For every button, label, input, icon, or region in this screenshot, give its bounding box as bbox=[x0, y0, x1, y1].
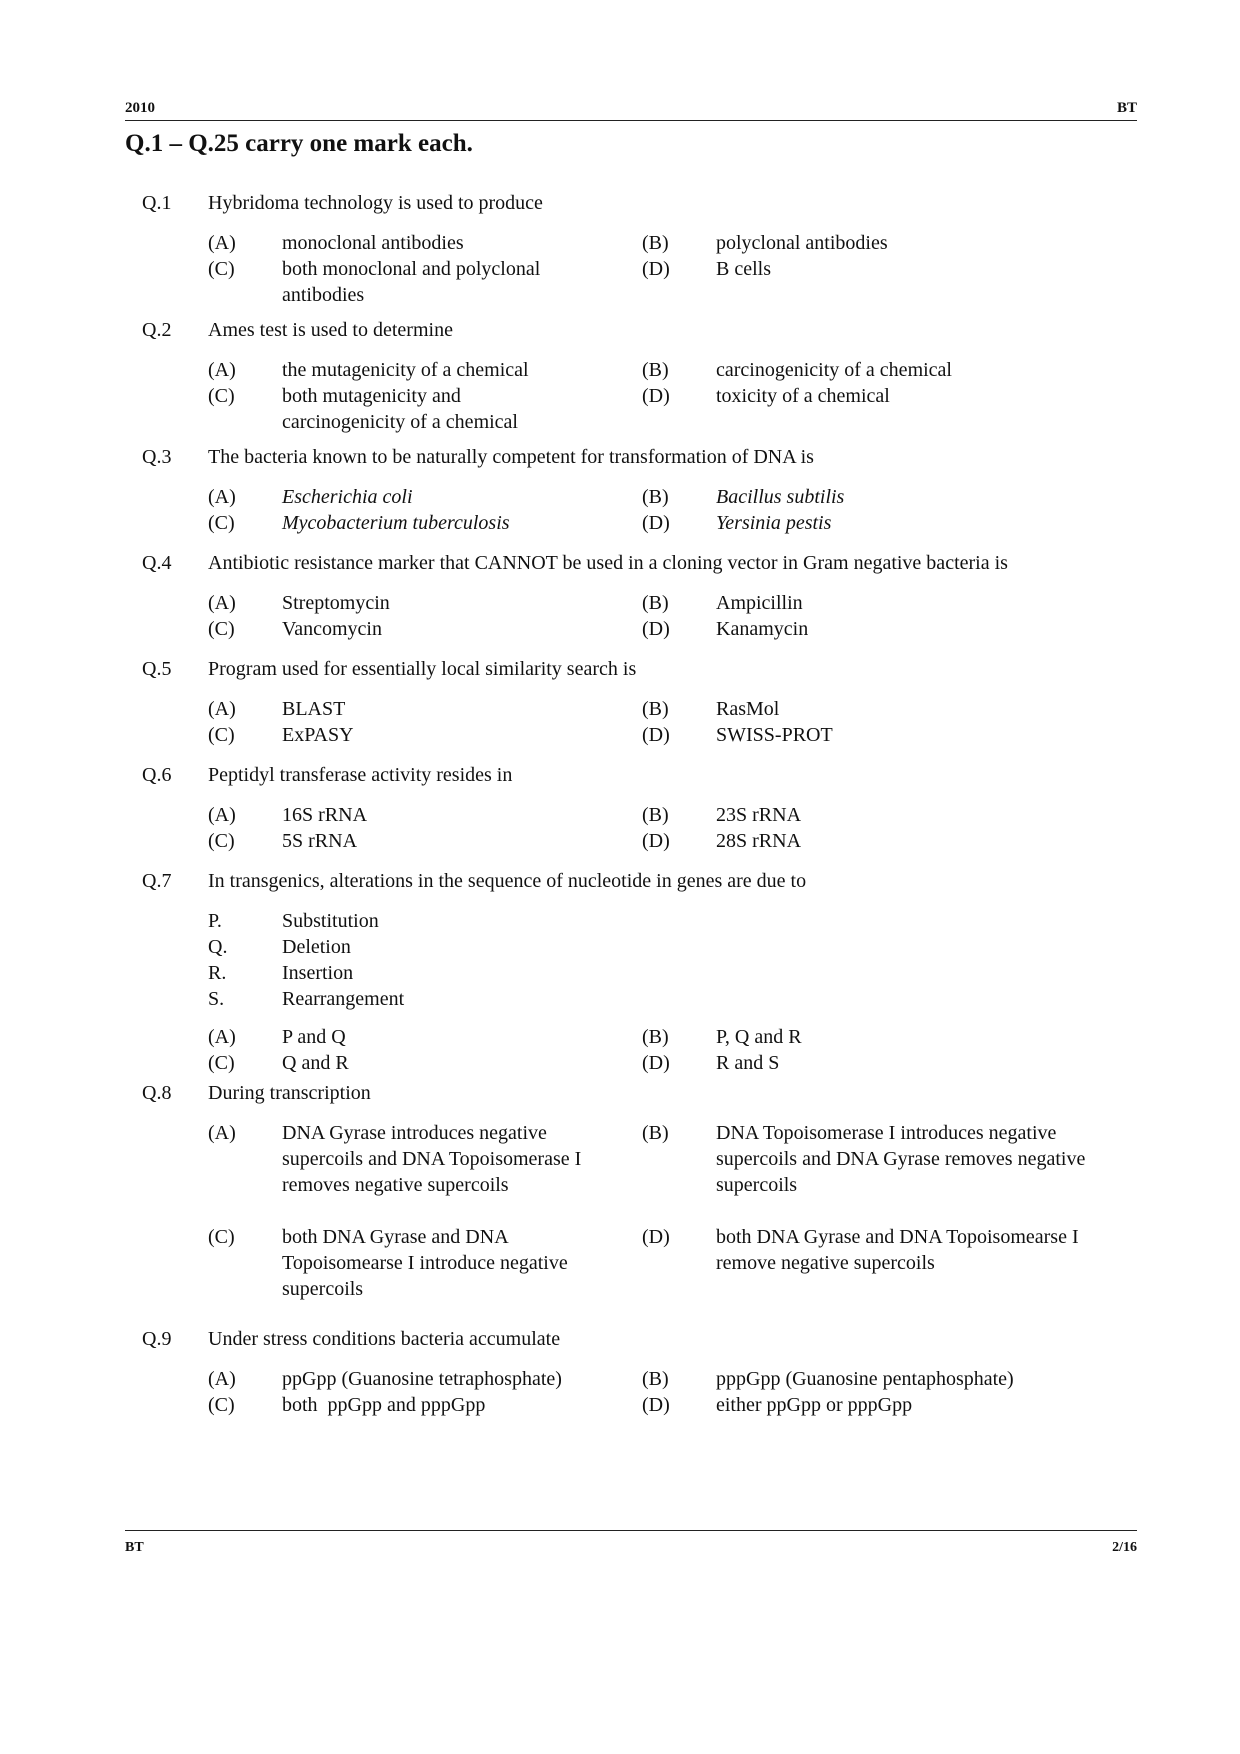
question-2 bbox=[142, 317, 1142, 444]
question-3 bbox=[142, 444, 1142, 550]
option-label: (D) bbox=[642, 1052, 670, 1074]
option-label: (B) bbox=[642, 1122, 669, 1144]
option-label: (C) bbox=[208, 724, 235, 746]
question-8 bbox=[142, 1080, 1142, 1326]
option-label: (C) bbox=[208, 258, 235, 280]
question-list bbox=[142, 190, 1142, 1432]
list-item bbox=[142, 986, 1142, 1012]
statement-list bbox=[142, 908, 1142, 1012]
option-label: (C) bbox=[208, 1226, 235, 1248]
list-item bbox=[142, 934, 1142, 960]
option-text: both ppGpp and pppGpp bbox=[282, 1394, 486, 1416]
option-text: Yersinia pestis bbox=[716, 512, 832, 534]
footer-paper-code: BT bbox=[125, 1540, 144, 1555]
option-text: monoclonal antibodies bbox=[282, 232, 464, 254]
option-label: (A) bbox=[208, 1368, 236, 1390]
statement-text: Insertion bbox=[282, 962, 354, 984]
option-text: B cells bbox=[716, 258, 771, 280]
question-number: Q.1 bbox=[142, 192, 172, 214]
option-text: both mutagenicity and carcinogenicity of a chemical bbox=[282, 385, 518, 433]
question-text: Antibiotic resistance marker that CANNOT be used in a cloning vector in Gram negative bacteria is bbox=[208, 552, 1008, 574]
option-text: P, Q and R bbox=[716, 1026, 802, 1048]
question-4 bbox=[142, 550, 1142, 656]
option-label: (A) bbox=[208, 1122, 236, 1144]
option-label: (B) bbox=[642, 1026, 669, 1048]
question-6 bbox=[142, 762, 1142, 868]
option-label: (C) bbox=[208, 385, 235, 407]
option-text: Bacillus subtilis bbox=[716, 486, 845, 508]
option-text: R and S bbox=[716, 1052, 780, 1074]
option-text: DNA Gyrase introduces negative supercoils and DNA Topoisomerase I removes negative supercoils bbox=[282, 1122, 582, 1196]
statement-label: R. bbox=[208, 962, 227, 984]
option-label: (A) bbox=[208, 232, 236, 254]
option-label: (B) bbox=[642, 359, 669, 381]
page-footer bbox=[125, 1530, 1137, 1560]
option-label: (C) bbox=[208, 512, 235, 534]
option-text: carcinogenicity of a chemical bbox=[716, 359, 952, 381]
question-text: Peptidyl transferase activity resides in bbox=[208, 764, 513, 786]
list-item bbox=[142, 960, 1142, 986]
question-1 bbox=[142, 190, 1142, 317]
option-label: (A) bbox=[208, 592, 236, 614]
question-text: Program used for essentially local similarity search is bbox=[208, 658, 637, 680]
option-text: polyclonal antibodies bbox=[716, 232, 888, 254]
question-text: Ames test is used to determine bbox=[208, 319, 453, 341]
page-number: 2/16 bbox=[1112, 1540, 1137, 1555]
option-label: (A) bbox=[208, 359, 236, 381]
option-text: toxicity of a chemical bbox=[716, 385, 890, 407]
question-number: Q.9 bbox=[142, 1328, 172, 1350]
exam-year: 2010 bbox=[125, 100, 155, 116]
option-text: the mutagenicity of a chemical bbox=[282, 359, 529, 381]
option-label: (C) bbox=[208, 830, 235, 852]
option-label: (A) bbox=[208, 698, 236, 720]
option-label: (D) bbox=[642, 830, 670, 852]
option-text: Q and R bbox=[282, 1052, 349, 1074]
option-text: 28S rRNA bbox=[716, 830, 802, 852]
option-label: (B) bbox=[642, 232, 669, 254]
list-item bbox=[142, 908, 1142, 934]
option-label: (D) bbox=[642, 1394, 670, 1416]
question-text: During transcription bbox=[208, 1082, 371, 1104]
option-text: both monoclonal and polyclonal antibodies bbox=[282, 258, 541, 306]
option-text: Mycobacterium tuberculosis bbox=[282, 512, 510, 534]
option-label: (A) bbox=[208, 486, 236, 508]
option-label: (C) bbox=[208, 1394, 235, 1416]
option-text: DNA Topoisomerase I introduces negative supercoils and DNA Gyrase removes negative supercoils bbox=[716, 1122, 1086, 1196]
option-label: (B) bbox=[642, 1368, 669, 1390]
option-text: SWISS-PROT bbox=[716, 724, 833, 746]
question-number: Q.3 bbox=[142, 446, 172, 468]
option-text: Escherichia coli bbox=[282, 486, 413, 508]
statement-label: P. bbox=[208, 910, 222, 932]
option-text: Kanamycin bbox=[716, 618, 809, 640]
question-number: Q.2 bbox=[142, 319, 172, 341]
question-number: Q.4 bbox=[142, 552, 172, 574]
statement-text: Deletion bbox=[282, 936, 351, 958]
question-text: Hybridoma technology is used to produce bbox=[208, 192, 543, 214]
question-number: Q.5 bbox=[142, 658, 172, 680]
option-text: pppGpp (Guanosine pentaphosphate) bbox=[716, 1368, 1014, 1390]
option-label: (B) bbox=[642, 804, 669, 826]
option-text: 23S rRNA bbox=[716, 804, 802, 826]
paper-code: BT bbox=[1116, 100, 1137, 116]
option-text: P and Q bbox=[282, 1026, 346, 1048]
option-label: (D) bbox=[642, 385, 670, 407]
option-text: BLAST bbox=[282, 698, 346, 720]
option-label: (D) bbox=[642, 724, 670, 746]
option-label: (C) bbox=[208, 618, 235, 640]
question-7 bbox=[142, 868, 1142, 1080]
statement-label: S. bbox=[208, 988, 225, 1010]
header-rule bbox=[125, 120, 1137, 121]
option-label: (D) bbox=[642, 258, 670, 280]
question-text: The bacteria known to be naturally competent for transformation of DNA is bbox=[208, 446, 814, 468]
option-text: Vancomycin bbox=[282, 618, 382, 640]
option-text: both DNA Gyrase and DNA Topoisomearse I remove negative supercoils bbox=[716, 1226, 1079, 1274]
question-text: Under stress conditions bacteria accumulate bbox=[208, 1328, 561, 1350]
option-text: Ampicillin bbox=[716, 592, 803, 614]
option-label: (D) bbox=[642, 1226, 670, 1248]
option-text: ExPASY bbox=[282, 724, 354, 746]
option-label: (B) bbox=[642, 698, 669, 720]
question-number: Q.8 bbox=[142, 1082, 172, 1104]
option-text: RasMol bbox=[716, 698, 780, 720]
option-text: 5S rRNA bbox=[282, 830, 358, 852]
question-text: In transgenics, alterations in the sequence of nucleotide in genes are due to bbox=[208, 870, 807, 892]
option-label: (A) bbox=[208, 804, 236, 826]
statement-label: Q. bbox=[208, 936, 228, 958]
option-label: (B) bbox=[642, 592, 669, 614]
option-text: ppGpp (Guanosine tetraphosphate) bbox=[282, 1368, 562, 1390]
footer-rule bbox=[125, 1530, 1137, 1531]
option-label: (B) bbox=[642, 486, 669, 508]
question-number: Q.6 bbox=[142, 764, 172, 786]
option-text: either ppGpp or pppGpp bbox=[716, 1394, 913, 1416]
option-text: 16S rRNA bbox=[282, 804, 368, 826]
section-title: Q.1 – Q.25 carry one mark each. bbox=[125, 130, 473, 157]
question-9 bbox=[142, 1326, 1142, 1432]
option-label: (A) bbox=[208, 1026, 236, 1048]
statement-text: Substitution bbox=[282, 910, 379, 932]
option-text: both DNA Gyrase and DNA Topoisomearse I introduce negative supercoils bbox=[282, 1226, 568, 1300]
option-label: (D) bbox=[642, 512, 670, 534]
statement-text: Rearrangement bbox=[282, 988, 405, 1010]
option-label: (C) bbox=[208, 1052, 235, 1074]
option-text: Streptomycin bbox=[282, 592, 390, 614]
option-label: (D) bbox=[642, 618, 670, 640]
question-number: Q.7 bbox=[142, 870, 172, 892]
page-header bbox=[125, 100, 1137, 124]
question-5 bbox=[142, 656, 1142, 762]
